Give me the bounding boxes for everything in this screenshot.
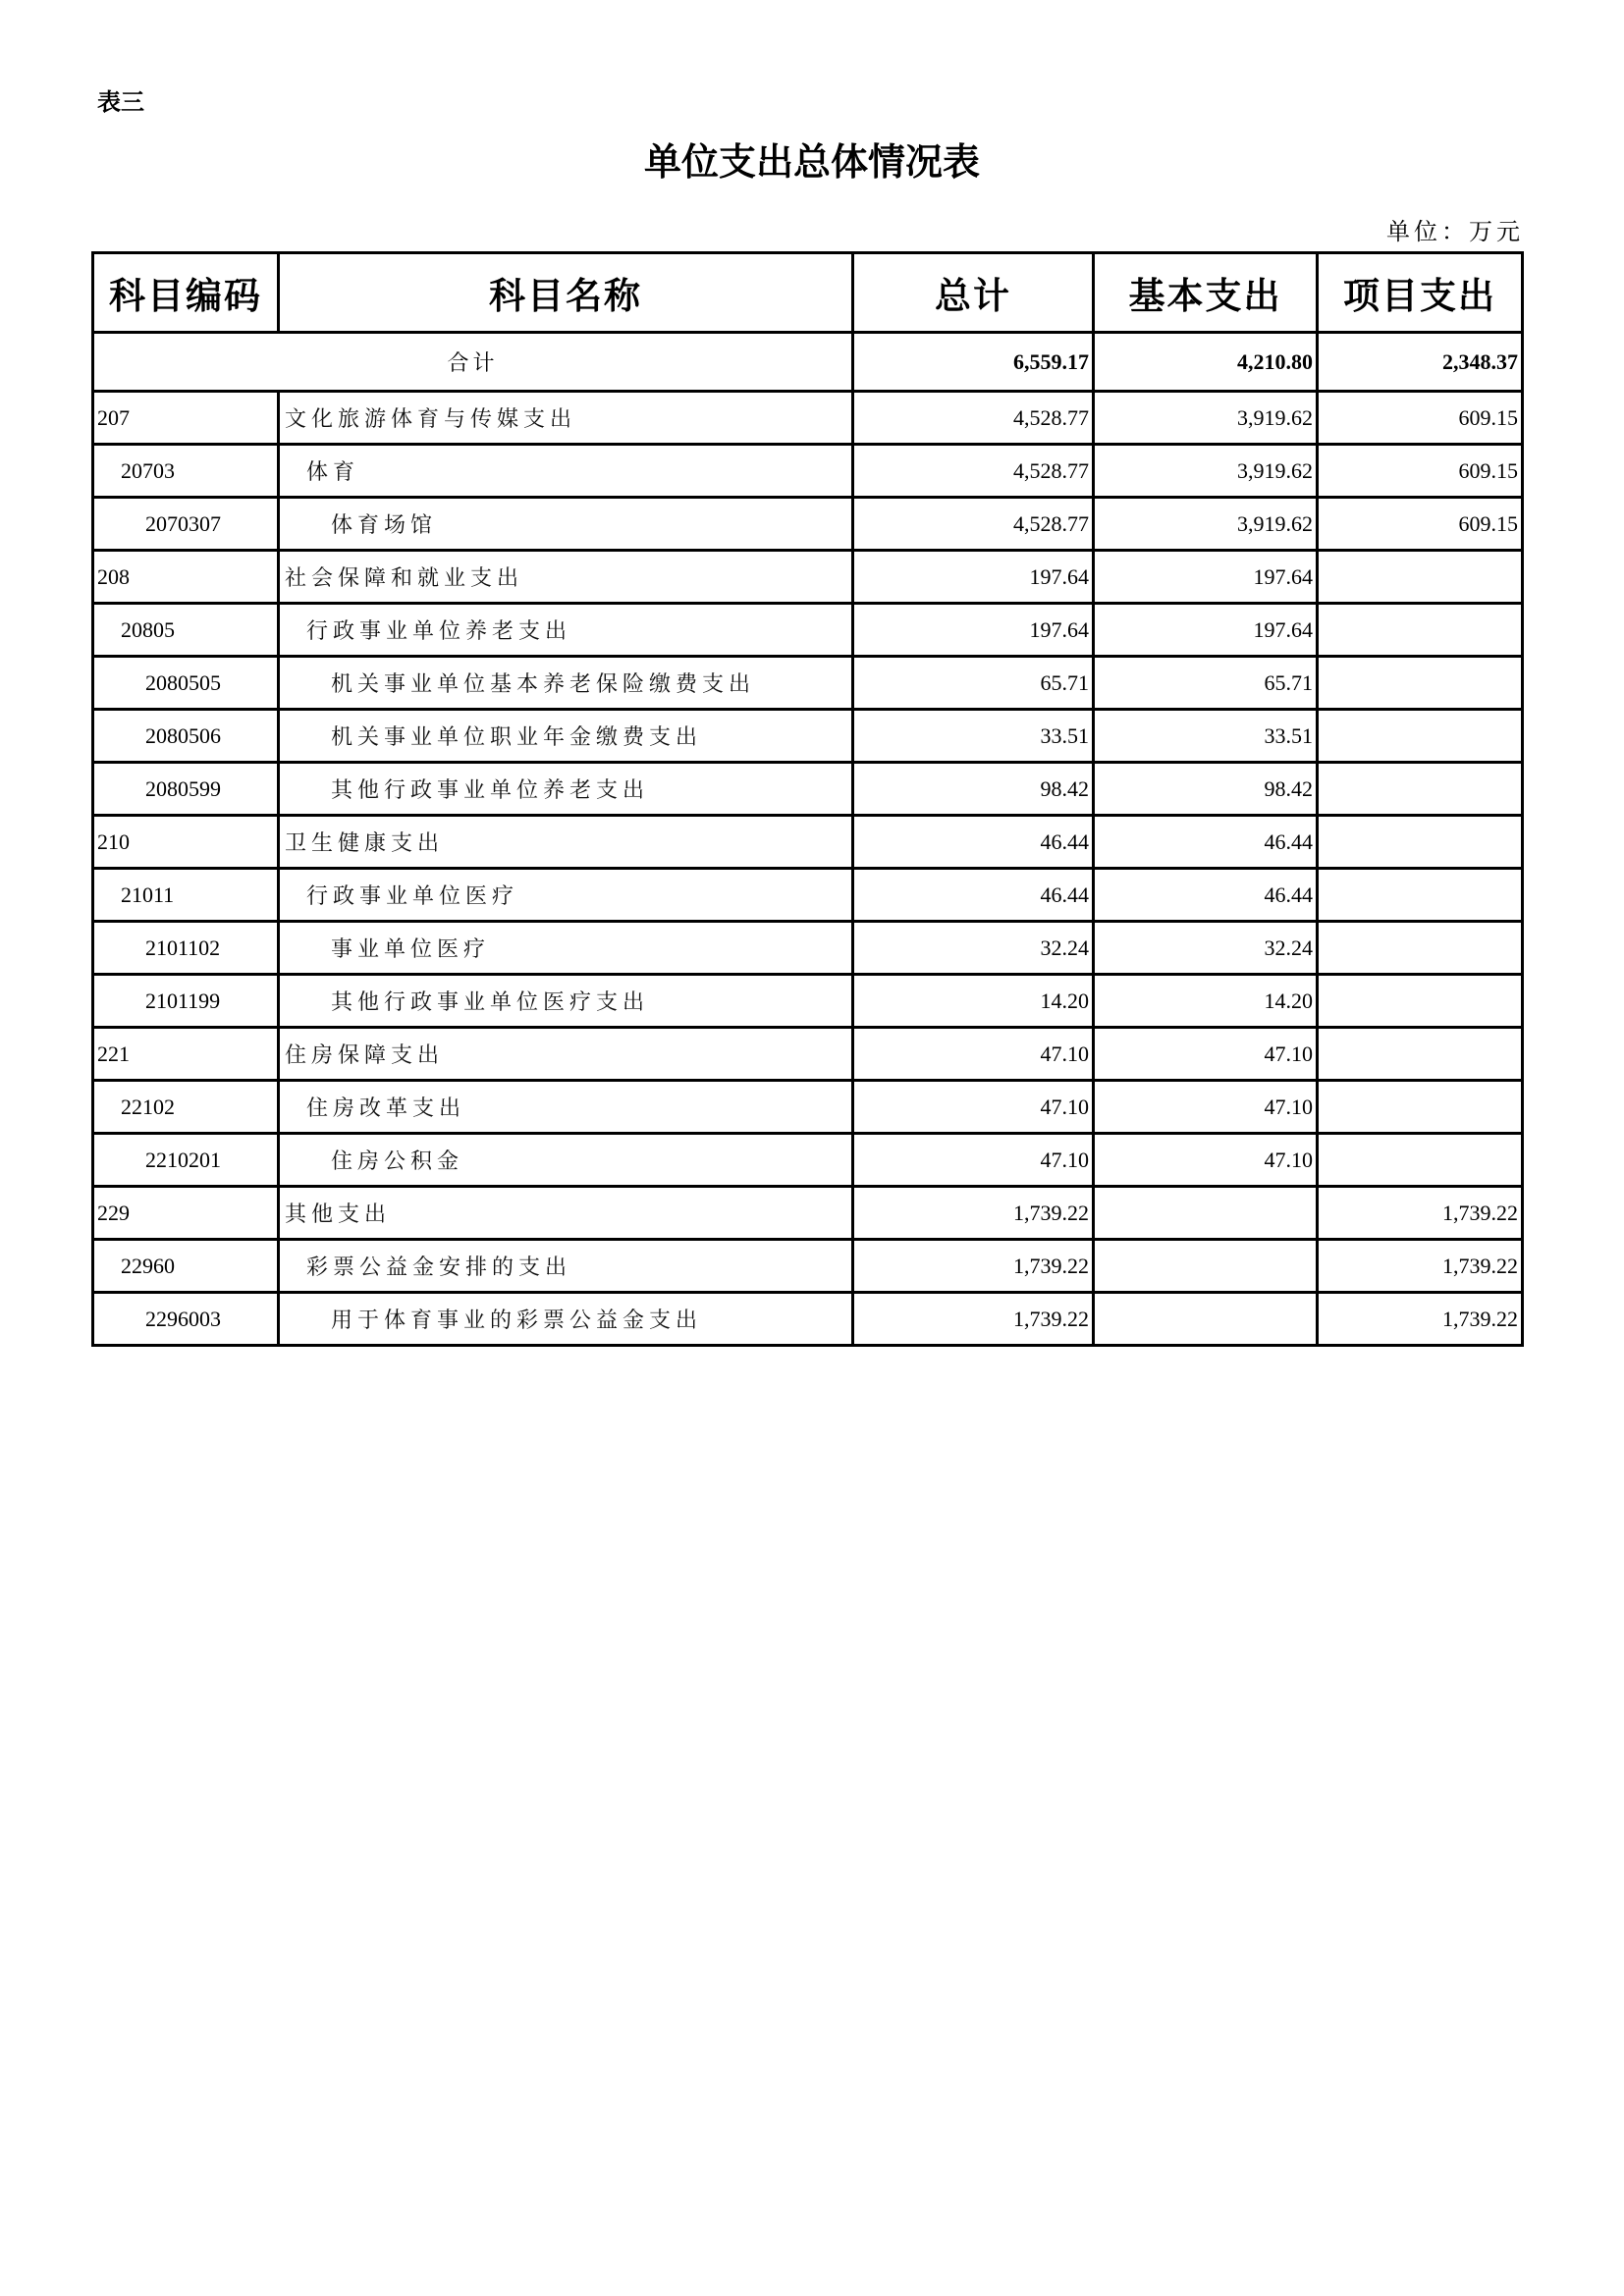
row-name: 其他支出 (279, 1187, 853, 1240)
row-project: 1,739.22 (1318, 1187, 1523, 1240)
row-name: 机关事业单位职业年金缴费支出 (279, 710, 853, 763)
row-code: 208 (93, 551, 279, 604)
row-code: 22960 (93, 1240, 279, 1293)
row-name: 机关事业单位基本养老保险缴费支出 (279, 657, 853, 710)
row-basic: 197.64 (1094, 604, 1318, 657)
row-basic: 14.20 (1094, 975, 1318, 1028)
row-name: 住房改革支出 (279, 1081, 853, 1134)
table-row (93, 1028, 1523, 1081)
row-total: 46.44 (853, 869, 1094, 922)
table-row (93, 1240, 1523, 1293)
row-total: 14.20 (853, 975, 1094, 1028)
table-row (93, 975, 1523, 1028)
row-basic: 46.44 (1094, 816, 1318, 869)
row-code: 2080506 (93, 710, 279, 763)
row-name: 行政事业单位养老支出 (279, 604, 853, 657)
row-project (1318, 975, 1523, 1028)
row-name: 住房保障支出 (279, 1028, 853, 1081)
header-basic: 基本支出 (1094, 253, 1318, 333)
row-project (1318, 869, 1523, 922)
row-total: 46.44 (853, 816, 1094, 869)
total-sum: 6,559.17 (853, 333, 1094, 392)
row-basic: 3,919.62 (1094, 498, 1318, 551)
row-code: 2210201 (93, 1134, 279, 1187)
row-project (1318, 604, 1523, 657)
row-project: 609.15 (1318, 498, 1523, 551)
row-code: 2080599 (93, 763, 279, 816)
row-total: 4,528.77 (853, 498, 1094, 551)
table-row (93, 1187, 1523, 1240)
row-project (1318, 763, 1523, 816)
table-row (93, 604, 1523, 657)
row-basic: 98.42 (1094, 763, 1318, 816)
table-number-label: 表三 (97, 88, 144, 116)
row-code: 20805 (93, 604, 279, 657)
table-row (93, 710, 1523, 763)
table-row (93, 657, 1523, 710)
header-project: 项目支出 (1318, 253, 1523, 333)
row-total: 47.10 (853, 1134, 1094, 1187)
row-total: 4,528.77 (853, 392, 1094, 445)
row-basic: 47.10 (1094, 1028, 1318, 1081)
row-name: 体育 (279, 445, 853, 498)
row-total: 4,528.77 (853, 445, 1094, 498)
row-code: 2070307 (93, 498, 279, 551)
row-code: 210 (93, 816, 279, 869)
row-total: 65.71 (853, 657, 1094, 710)
row-project (1318, 922, 1523, 975)
row-project (1318, 1081, 1523, 1134)
row-project: 1,739.22 (1318, 1240, 1523, 1293)
row-basic: 65.71 (1094, 657, 1318, 710)
row-code: 20703 (93, 445, 279, 498)
row-basic: 33.51 (1094, 710, 1318, 763)
row-basic: 32.24 (1094, 922, 1318, 975)
table-row (93, 1134, 1523, 1187)
header-total: 总计 (853, 253, 1094, 333)
row-name: 事业单位医疗 (279, 922, 853, 975)
row-basic (1094, 1293, 1318, 1346)
row-name: 用于体育事业的彩票公益金支出 (279, 1293, 853, 1346)
table-header-row (93, 253, 1523, 333)
page-title-text: 单位支出总体情况表 (643, 139, 980, 184)
row-basic: 3,919.62 (1094, 445, 1318, 498)
row-total: 98.42 (853, 763, 1094, 816)
row-name: 卫生健康支出 (279, 816, 853, 869)
row-code: 21011 (93, 869, 279, 922)
table-row (93, 816, 1523, 869)
row-project: 609.15 (1318, 392, 1523, 445)
row-name: 彩票公益金安排的支出 (279, 1240, 853, 1293)
row-code: 2080505 (93, 657, 279, 710)
row-project (1318, 1028, 1523, 1081)
row-code: 221 (93, 1028, 279, 1081)
header-code: 科目编码 (93, 253, 279, 333)
row-project (1318, 551, 1523, 604)
header-name: 科目名称 (279, 253, 853, 333)
row-total: 47.10 (853, 1081, 1094, 1134)
table-row (93, 1293, 1523, 1346)
row-project (1318, 816, 1523, 869)
row-total: 47.10 (853, 1028, 1094, 1081)
row-basic: 47.10 (1094, 1134, 1318, 1187)
total-basic: 4,210.80 (1094, 333, 1318, 392)
unit-label: 单位：万元 (1386, 218, 1524, 245)
row-total: 32.24 (853, 922, 1094, 975)
total-project: 2,348.37 (1318, 333, 1523, 392)
row-name: 体育场馆 (279, 498, 853, 551)
row-project: 609.15 (1318, 445, 1523, 498)
row-project (1318, 657, 1523, 710)
row-name: 住房公积金 (279, 1134, 853, 1187)
row-total: 1,739.22 (853, 1240, 1094, 1293)
table-row (93, 498, 1523, 551)
table-row (93, 551, 1523, 604)
page-title (0, 132, 1624, 186)
row-code: 207 (93, 392, 279, 445)
row-basic: 46.44 (1094, 869, 1318, 922)
table-row (93, 392, 1523, 445)
row-name: 社会保障和就业支出 (279, 551, 853, 604)
row-name: 行政事业单位医疗 (279, 869, 853, 922)
row-total: 33.51 (853, 710, 1094, 763)
row-name: 其他行政事业单位养老支出 (279, 763, 853, 816)
row-name: 文化旅游体育与传媒支出 (279, 392, 853, 445)
row-basic: 197.64 (1094, 551, 1318, 604)
row-code: 2101102 (93, 922, 279, 975)
row-basic: 3,919.62 (1094, 392, 1318, 445)
row-total: 197.64 (853, 551, 1094, 604)
table-row (93, 445, 1523, 498)
row-project (1318, 1134, 1523, 1187)
row-total: 1,739.22 (853, 1293, 1094, 1346)
row-basic: 47.10 (1094, 1081, 1318, 1134)
table-row (93, 869, 1523, 922)
row-name: 其他行政事业单位医疗支出 (279, 975, 853, 1028)
table-row (93, 922, 1523, 975)
row-project (1318, 710, 1523, 763)
total-label: 合计 (93, 333, 853, 392)
row-basic (1094, 1240, 1318, 1293)
table-row (93, 1081, 1523, 1134)
row-basic (1094, 1187, 1318, 1240)
row-code: 2101199 (93, 975, 279, 1028)
row-total: 1,739.22 (853, 1187, 1094, 1240)
row-project: 1,739.22 (1318, 1293, 1523, 1346)
expenditure-table (91, 251, 1524, 1347)
table-row (93, 763, 1523, 816)
row-total: 197.64 (853, 604, 1094, 657)
total-row (93, 333, 1523, 392)
row-code: 229 (93, 1187, 279, 1240)
row-code: 2296003 (93, 1293, 279, 1346)
row-code: 22102 (93, 1081, 279, 1134)
